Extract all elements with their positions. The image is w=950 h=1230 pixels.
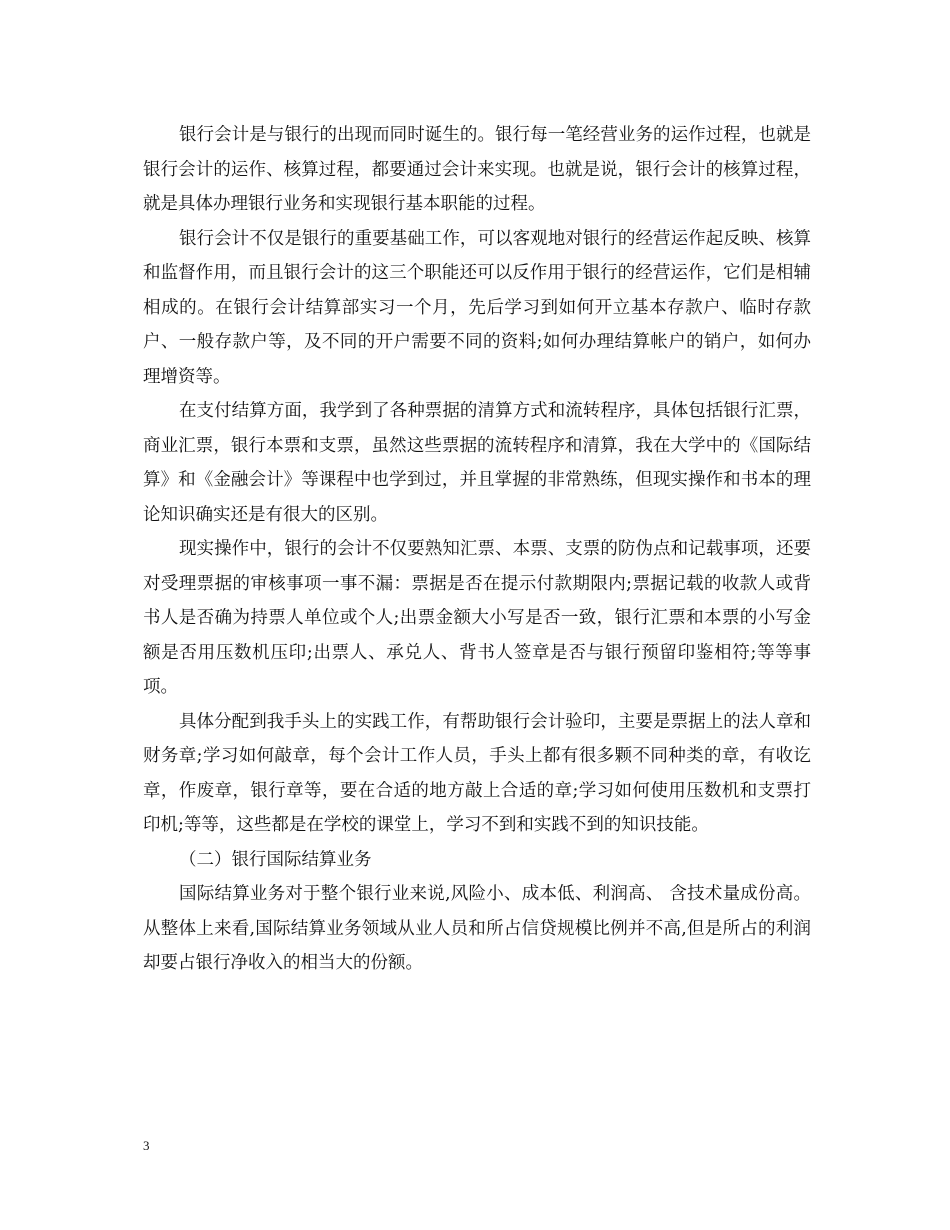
paragraph-4: 现实操作中，银行的会计不仅要熟知汇票、本票、支票的防伪点和记载事项，还要对受理票据的审核事项一事不漏：票据是否在提示付款期限内;票据记载的收款人或背书人是否确为持票人单位或个人;出票金额大小写是否一致，银行汇票和本票的小写金额是否用压数机压印;出票人、承兑人、背书人签章是否与银行预留印鉴相符;等等事项。 [143, 539, 811, 697]
page-number: 3 [143, 1138, 150, 1153]
paragraph-5: 具体分配到我手头上的实践工作，有帮助银行会计验印，主要是票据上的法人章和财务章;学习如何敲章，每个会计工作人员，手头上都有很多颗不同种类的章，有收讫章，作废章，银行章等，要在合适的地方敲上合适的章;学习如何使用压数机和支票打印机;等等，这些都是在学校的课堂上，学习不到和实践不到的知识技能。 [143, 711, 811, 835]
paragraph-1: 银行会计是与银行的出现而同时诞生的。银行每一笔经营业务的运作过程，也就是银行会计的运作、核算过程，都要通过会计来实现。也就是说，银行会计的核算过程，就是具体办理银行业务和实现银行基本职能的过程。 [143, 125, 811, 214]
paragraph-2: 银行会计不仅是银行的重要基础工作，可以客观地对银行的经营运作起反映、核算和监督作用，而且银行会计的这三个职能还可以反作用于银行的经营运作，它们是相辅相成的。在银行会计结算部实习一个月，先后学习到如何开立基本存款户、临时存款户、一般存款户等，及不同的开户需要不同的资料;如何办理结算帐户的销户，如何办理增资等。 [143, 228, 811, 387]
paragraph-3: 在支付结算方面，我学到了各种票据的清算方式和流转程序，具体包括银行汇票，商业汇票，银行本票和支票，虽然这些票据的流转程序和清算，我在大学中的《国际结算》和《金融会计》等课程中也学到过，并且掌握的非常熟练，但现实操作和书本的理论知识确实还是有很大的区别。 [143, 401, 811, 525]
paragraph-6: 国际结算业务对于整个银行业来说,风险小、成本低、利润高、 含技术量成份高。从整体上来看,国际结算业务领域从业人员和所占信贷规模比例并不高,但是所占的利润却要占银行净收入的相当大的份额。 [143, 884, 811, 973]
document-body [143, 118, 811, 981]
section-heading: （二）银行国际结算业务 [179, 849, 372, 870]
